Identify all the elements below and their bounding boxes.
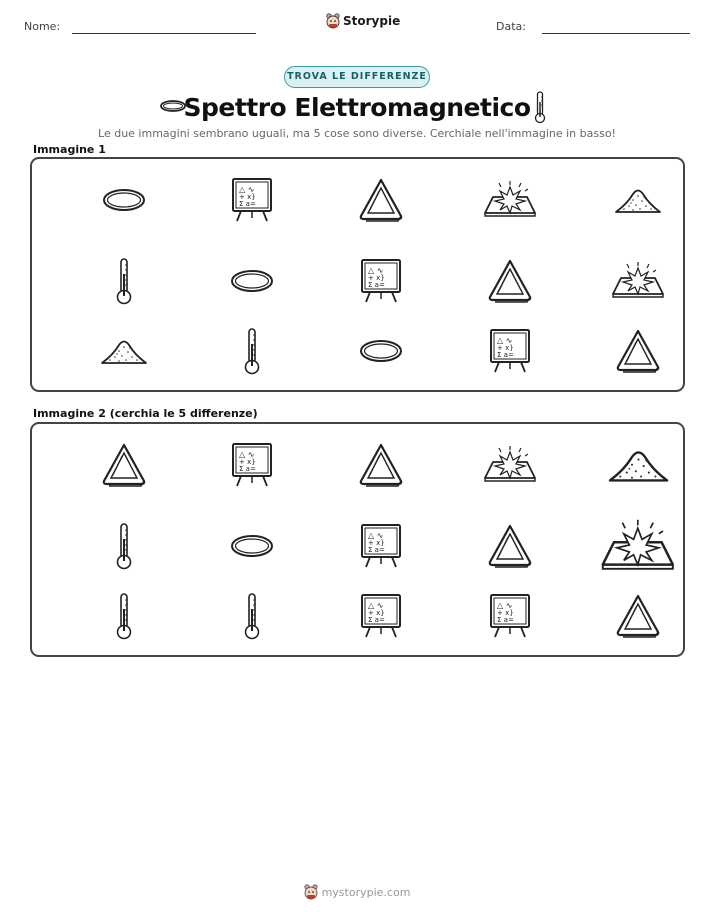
image1-panel xyxy=(30,157,685,392)
prism-icon xyxy=(615,328,661,374)
svg-text:+ x}: + x} xyxy=(368,539,385,547)
name-line[interactable] xyxy=(72,33,256,34)
storypie-mascot-icon xyxy=(326,13,340,29)
svg-text:+ x}: + x} xyxy=(368,274,385,282)
ring-icon[interactable] xyxy=(230,534,274,558)
thermometer-icon xyxy=(114,256,134,306)
chalkboard-icon xyxy=(231,177,273,223)
chalkboard-icon[interactable] xyxy=(489,593,531,639)
page-title: Spettro Elettromagnetico xyxy=(183,93,531,122)
activity-badge: TROVA LE DIFFERENZE xyxy=(284,66,430,88)
svg-text:+ x}: + x} xyxy=(368,609,385,617)
ring-icon xyxy=(230,269,274,293)
brand-name: Storypie xyxy=(343,14,401,28)
image2-panel[interactable] xyxy=(30,422,685,657)
image1-label: Immagine 1 xyxy=(33,143,106,156)
chalkboard-icon xyxy=(360,258,402,304)
prism-icon[interactable] xyxy=(101,442,147,488)
svg-text:Σ a=: Σ a= xyxy=(239,465,256,473)
prism-icon[interactable] xyxy=(487,523,533,569)
starburst-panel-icon[interactable] xyxy=(600,517,676,576)
thermometer-icon xyxy=(242,326,262,376)
chalkboard-icon[interactable] xyxy=(360,593,402,639)
ring-icon xyxy=(359,339,403,363)
footer-url: mystorypie.com xyxy=(321,885,411,899)
svg-text:△ ∿: △ ∿ xyxy=(497,601,513,610)
brand-logo xyxy=(326,13,400,29)
svg-text:△ ∿: △ ∿ xyxy=(497,336,513,345)
image2-label: Immagine 2 (cerchia le 5 differenze) xyxy=(33,407,258,420)
chalkboard-icon[interactable] xyxy=(360,523,402,569)
prism-icon xyxy=(358,177,404,223)
sand-pile-icon xyxy=(613,184,663,216)
svg-text:+ x}: + x} xyxy=(497,344,514,352)
svg-text:△ ∿: △ ∿ xyxy=(368,531,384,540)
svg-text:+ x}: + x} xyxy=(239,193,256,201)
date-line[interactable] xyxy=(542,33,690,34)
thermometer-icon[interactable] xyxy=(114,591,134,641)
name-label: Nome: xyxy=(24,20,61,33)
svg-text:Σ a=: Σ a= xyxy=(497,616,514,624)
svg-text:△ ∿: △ ∿ xyxy=(239,450,255,459)
thermometer-icon[interactable] xyxy=(114,521,134,571)
svg-text:Σ a=: Σ a= xyxy=(368,546,385,554)
prism-icon[interactable] xyxy=(358,442,404,488)
starburst-panel-icon[interactable] xyxy=(483,444,537,486)
svg-text:+ x}: + x} xyxy=(239,458,256,466)
thermometer-icon[interactable] xyxy=(242,591,262,641)
svg-text:△ ∿: △ ∿ xyxy=(239,185,255,194)
instructions: Le due immagini sembrano uguali, ma 5 cose sono diverse. Cerchiale nell'immagine in basso! xyxy=(98,127,616,140)
sand-pile-icon[interactable] xyxy=(606,444,671,486)
starburst-panel-icon xyxy=(483,179,537,221)
footer xyxy=(0,884,714,900)
svg-text:Σ a=: Σ a= xyxy=(368,281,385,289)
prism-icon[interactable] xyxy=(615,593,661,639)
sand-pile-icon xyxy=(99,335,149,367)
chalkboard-icon xyxy=(489,328,531,374)
svg-text:△ ∿: △ ∿ xyxy=(368,266,384,275)
svg-text:△ ∿: △ ∿ xyxy=(368,601,384,610)
svg-text:Σ a=: Σ a= xyxy=(239,200,256,208)
svg-text:Σ a=: Σ a= xyxy=(497,351,514,359)
storypie-mascot-icon xyxy=(304,884,318,900)
chalkboard-icon[interactable] xyxy=(231,442,273,488)
prism-icon xyxy=(487,258,533,304)
title-thermometer-icon xyxy=(532,90,548,124)
date-label: Data: xyxy=(496,20,526,33)
svg-text:+ x}: + x} xyxy=(497,609,514,617)
starburst-panel-icon xyxy=(611,260,665,302)
ring-icon xyxy=(102,188,146,212)
svg-text:Σ a=: Σ a= xyxy=(368,616,385,624)
